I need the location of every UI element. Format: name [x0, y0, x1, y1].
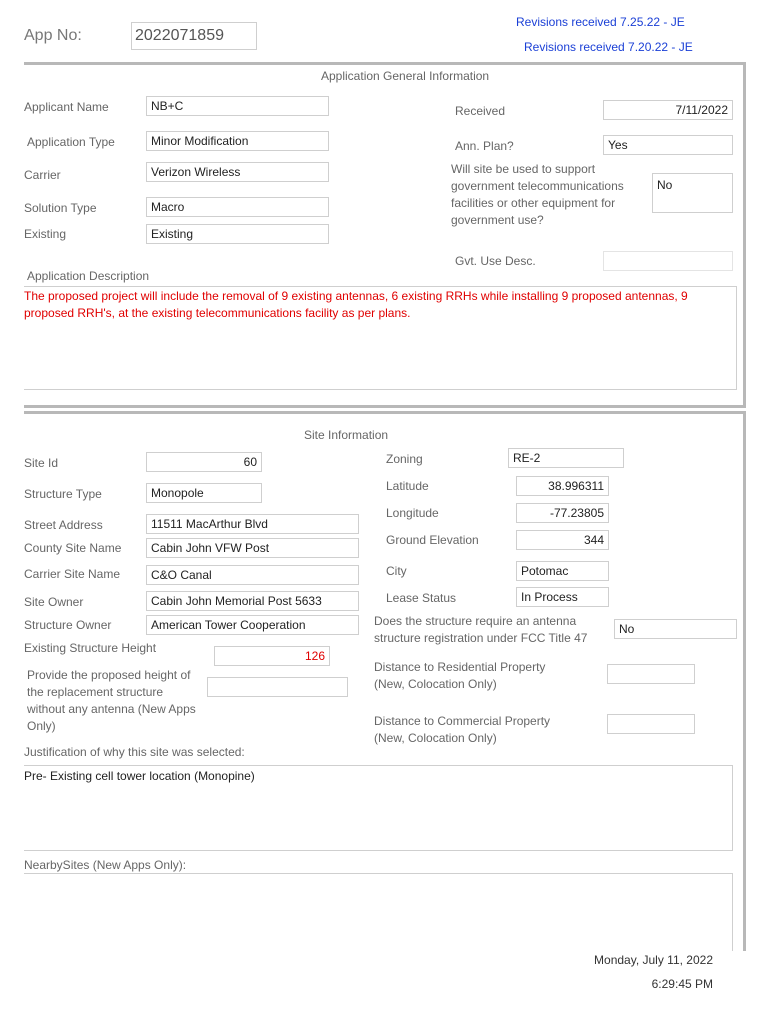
solution-type-label: Solution Type: [24, 201, 97, 215]
justification-label: Justification of why this site was selected:: [24, 745, 245, 759]
nearby-sites-box: [24, 873, 733, 951]
revision-note-2: Revisions received 7.20.22 - JE: [524, 40, 693, 54]
residential-distance-label: Distance to Residential Property (New, Colocation Only): [374, 660, 546, 691]
app-no-label: App No:: [24, 27, 82, 44]
carrier-field: Verizon Wireless: [146, 162, 329, 182]
structure-type-field: Monopole: [146, 483, 262, 503]
gvt-use-desc-label: Gvt. Use Desc.: [455, 254, 536, 268]
longitude-label: Longitude: [386, 506, 439, 520]
site-id-label: Site Id: [24, 456, 59, 470]
latitude-label: Latitude: [386, 479, 429, 493]
solution-type-field: Macro: [146, 197, 329, 217]
footer-date: Monday, July 11, 2022: [594, 953, 713, 967]
street-address-label: Street Address: [24, 518, 103, 532]
street-address-field: 11511 MacArthur Blvd: [146, 514, 359, 534]
carrier-site-name-field: C&O Canal: [146, 565, 359, 585]
nearby-sites-label: NearbySites (New Apps Only):: [24, 858, 187, 872]
site-owner-label: Site Owner: [24, 595, 84, 609]
site-info-title: Site Information: [304, 428, 389, 442]
justification-text: Pre- Existing cell tower location (Monopine): [24, 769, 255, 783]
app-no-field: 2022071859: [131, 22, 257, 50]
city-field: Potomac: [516, 561, 609, 581]
zoning-field: RE-2: [508, 448, 624, 468]
application-description-label: Application Description: [27, 269, 150, 283]
zoning-label: Zoning: [386, 452, 423, 466]
existing-label: Existing: [24, 227, 67, 241]
lease-status-field: In Process: [516, 587, 609, 607]
applicant-name-label: Applicant Name: [24, 100, 109, 114]
site-owner-field: Cabin John Memorial Post 5633: [146, 591, 359, 611]
carrier-label: Carrier: [24, 168, 61, 182]
structure-type-label: Structure Type: [24, 487, 102, 501]
ann-plan-field: Yes: [603, 135, 733, 155]
existing-height-label: Existing Structure Height: [24, 641, 157, 655]
lease-status-label: Lease Status: [386, 591, 457, 605]
proposed-height-label: Provide the proposed height of the replacement structure without any antenna (New Apps Only): [27, 668, 196, 733]
ground-elevation-field: 344: [516, 530, 609, 550]
received-label: Received: [455, 104, 506, 118]
application-type-field: Minor Modification: [146, 131, 329, 151]
existing-field: Existing: [146, 224, 329, 244]
general-info-title: Application General Information: [321, 69, 490, 83]
county-site-name-field: Cabin John VFW Post: [146, 538, 359, 558]
fcc-question: Does the structure require an antenna structure registration under FCC Title 47: [374, 614, 588, 645]
gov-use-answer: No: [652, 173, 733, 213]
received-field: 7/11/2022: [603, 100, 733, 120]
city-label: City: [386, 564, 407, 578]
existing-height-field: 126: [214, 646, 330, 666]
applicant-name-field: NB+C: [146, 96, 329, 116]
longitude-field: -77.23805: [516, 503, 609, 523]
application-description-text: The proposed project will include the removal of 9 existing antennas, 6 existing RRHs while installing 9 proposed antennas, 9 proposed RRH's, at the existing telecommunications facility as per plans.: [24, 289, 688, 320]
carrier-site-name-label: Carrier Site Name: [24, 567, 121, 581]
fcc-answer: No: [614, 619, 737, 639]
residential-distance-field: [607, 664, 695, 684]
structure-owner-field: American Tower Cooperation: [146, 615, 359, 635]
county-site-name-label: County Site Name: [24, 541, 122, 555]
footer-time: 6:29:45 PM: [651, 977, 713, 991]
latitude-field: 38.996311: [516, 476, 609, 496]
site-id-field: 60: [146, 452, 262, 472]
gvt-use-desc-field: [603, 251, 733, 271]
revision-note-1: Revisions received 7.25.22 - JE: [516, 15, 685, 29]
ground-elevation-label: Ground Elevation: [386, 533, 479, 547]
commercial-distance-label: Distance to Commercial Property (New, Colocation Only): [374, 714, 551, 745]
structure-owner-label: Structure Owner: [24, 618, 112, 632]
ann-plan-label: Ann. Plan?: [455, 139, 514, 153]
gov-use-question: Will site be used to support government telecommunications facilities or other equipment for government use?: [451, 162, 624, 227]
proposed-height-field: [207, 677, 348, 697]
application-type-label: Application Type: [27, 135, 115, 149]
commercial-distance-field: [607, 714, 695, 734]
